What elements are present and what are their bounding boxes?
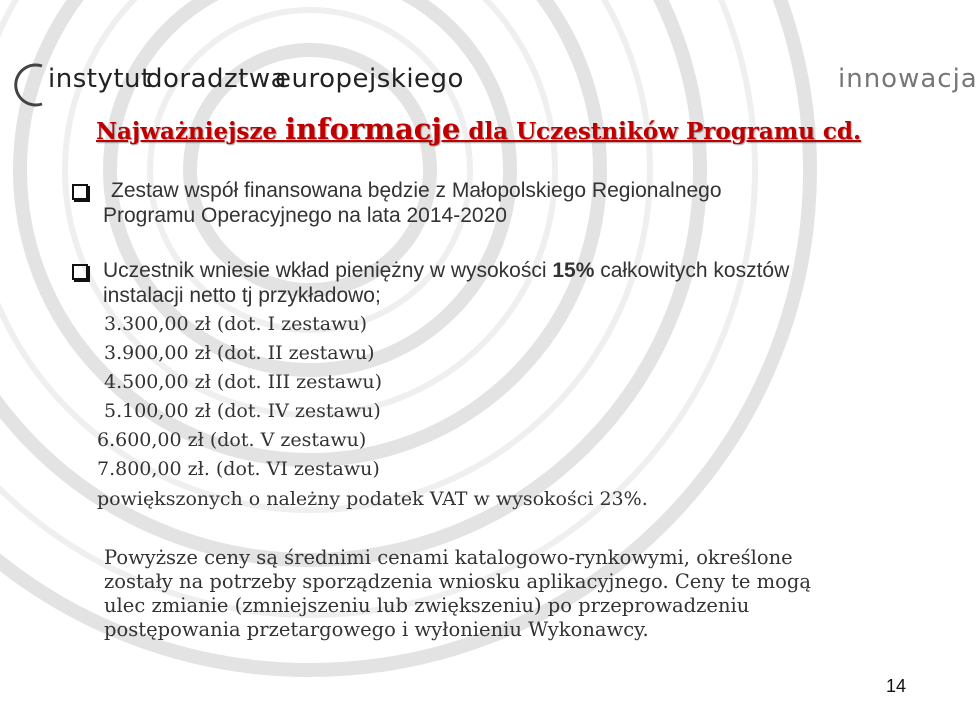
logo-word-doradztwa: doradztwa — [146, 64, 288, 94]
checkbox-bullet-icon — [72, 184, 88, 200]
paragraph-line: postępowania przetargowego i wyłonieniu Wykonawcy. — [104, 618, 649, 641]
slide-title — [96, 112, 861, 146]
paragraph-line: zostały na potrzeby sporządzenia wniosku aplikacyjnego. Ceny te mogą — [104, 570, 811, 593]
bullet-contribution — [103, 258, 789, 308]
price-item: 7.800,00 zł. (dot. VI zestawu) — [97, 458, 380, 480]
contribution-percent: 15% — [552, 259, 595, 282]
innowacja-logo-text: innowacja — [838, 64, 978, 94]
bullet-contribution-line1 — [103, 258, 789, 283]
price-item: 3.300,00 zł (dot. I zestawu) — [104, 313, 368, 335]
price-item: 6.600,00 zł (dot. V zestawu) — [97, 429, 367, 451]
title-part-1: Najważniejsze — [96, 118, 286, 145]
checkbox-bullet-icon — [72, 264, 88, 280]
paragraph-line: Powyższe ceny są średnimi cenami katalogowo-rynkowymi, określone — [104, 546, 793, 569]
paragraph-line: ulec zmianie (zmniejszeniu lub zwiększeniu) po przeprowadzeniu — [104, 594, 750, 617]
page-number: 14 — [886, 676, 907, 696]
logo-ring-icon — [14, 60, 48, 110]
vat-line: powiększonych o należny podatek VAT w wysokości 23%. — [97, 488, 648, 510]
price-item: 5.100,00 zł (dot. IV zestawu) — [104, 400, 381, 422]
bullet-contribution-line2: instalacji netto tj przykładowo; — [103, 284, 381, 307]
bullet-financing-line2: Programu Operacyjnego na lata 2014-2020 — [103, 204, 507, 227]
price-item: 4.500,00 zł (dot. III zestawu) — [104, 371, 383, 393]
price-item: 3.900,00 zł (dot. II zestawu) — [104, 342, 375, 364]
contribution-text-post: całkowitych kosztów — [594, 259, 790, 282]
bullet-financing — [103, 178, 722, 228]
logo-word-europejskiego: europejskiego — [275, 64, 464, 94]
bullet-financing-line1: Zestaw współ finansowana będzie z Małopolskiego Regionalnego — [111, 179, 722, 202]
title-part-2: informacje — [285, 112, 461, 146]
contribution-text-pre: Uczestnik wniesie wkład pieniężny w wysokości — [103, 259, 553, 282]
title-part-3: dla Uczestników Programu cd. — [460, 118, 861, 145]
logo-word-instytut: instytut — [48, 64, 152, 94]
price-note-paragraph — [104, 546, 884, 642]
